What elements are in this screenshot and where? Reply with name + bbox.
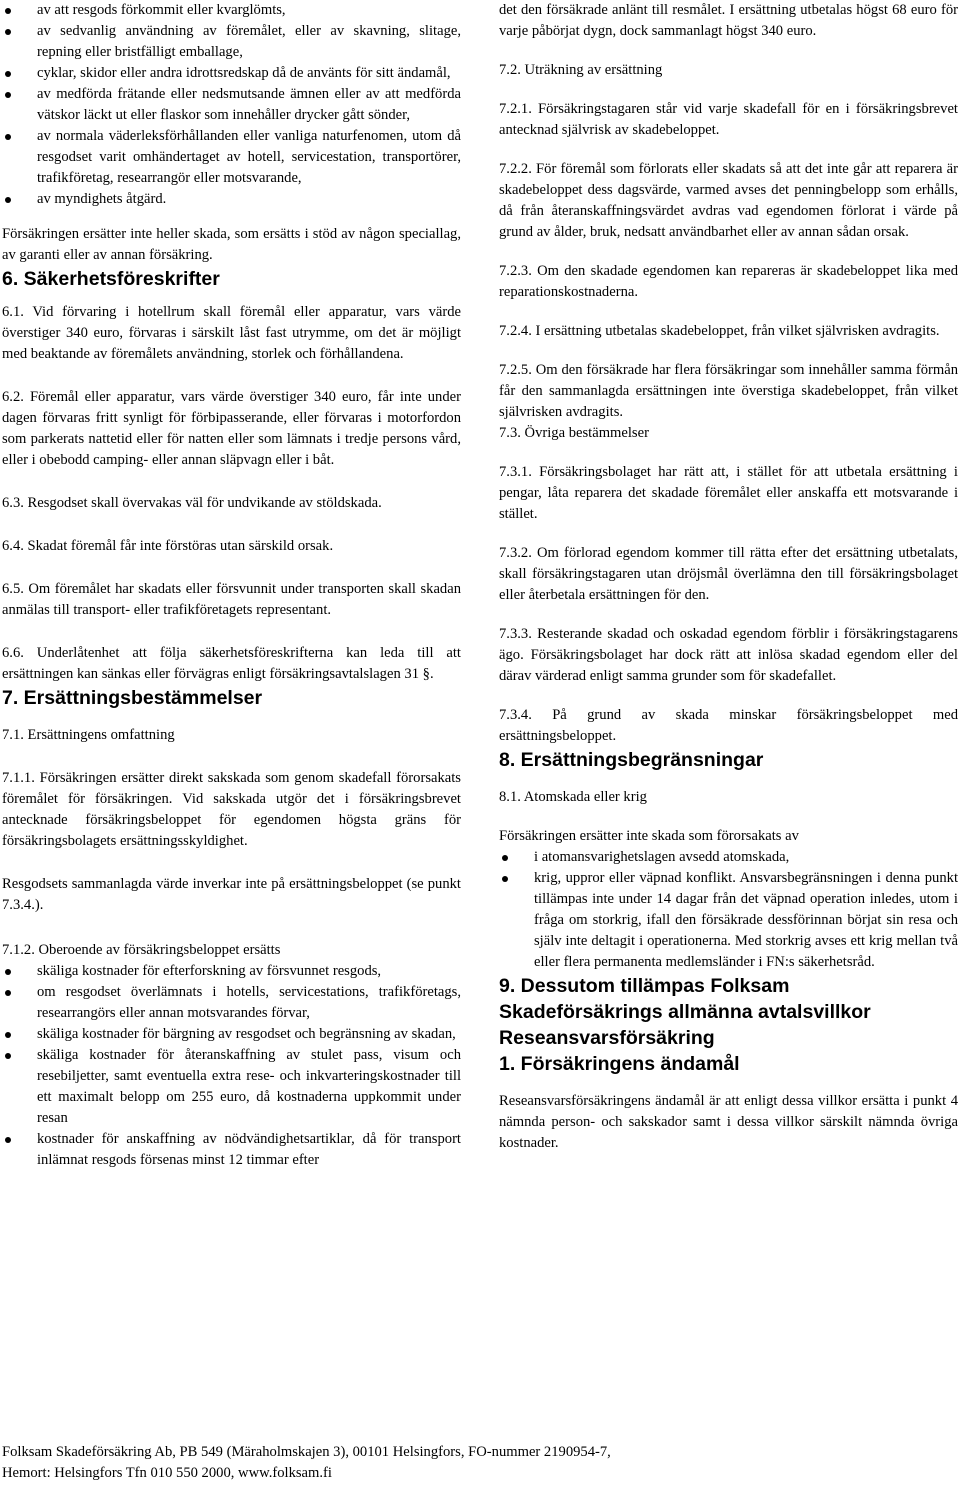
paragraph-7-1-2: 7.1.2. Oberoende av försäkringsbeloppet ersätts xyxy=(2,942,281,958)
section-heading-9: 9. Dessutom tillämpas Folksam Skadeförsäkrings allmänna avtalsvillkor xyxy=(499,975,871,1023)
page-footer xyxy=(2,1442,952,1484)
limitation-list xyxy=(499,847,958,973)
paragraph-6-3: 6.3. Resgodset skall övervakas väl för undvikande av stöldskada. xyxy=(2,495,382,511)
list-item: av myndighets åtgärd. xyxy=(2,189,461,210)
section-heading-7: 7. Ersättningsbestämmelser xyxy=(2,687,263,709)
section-heading-1: 1. Försäkringens ändamål xyxy=(499,1053,740,1075)
paragraph-7-2-5: 7.2.5. Om den försäkrade har flera försäkringar som innehåller samma förmån får den sammanlagda ersättningen inte överstiga skadebeloppet, från vilket självrisken avdragits. xyxy=(499,362,958,420)
heading-reseansvar: Reseansvarsförsäkring xyxy=(499,1027,715,1049)
list-item: cyklar, skidor eller andra idrottsredskap då de använts för sitt ändamål, xyxy=(2,63,461,84)
paragraph-7-3-2: 7.3.2. Om förlorad egendom kommer till rätta efter det ersättning utbetalats, skall försäkringstagaren utan dröjsmål överlämna den till försäkringsbolaget eller återbetala ersättningen för den. xyxy=(499,545,958,603)
list-item: skäliga kostnader för återanskaffning av stulet pass, visum och resebiljetter, samt eventuella extra rese- och inkvarteringskostnader till ett maximalt belopp om 255 euro, då kostnaderna uppkommit under resan xyxy=(2,1045,461,1129)
paragraph-6-5: 6.5. Om föremålet har skadats eller försvunnit under transporten skall skadan anmälas till transport- eller trafikföretagets representant. xyxy=(2,581,461,618)
list-item: i atomansvarighetslagen avsedd atomskada, xyxy=(499,847,958,868)
section-heading-6: 6. Säkerhetsföreskrifter xyxy=(2,268,220,290)
paragraph-continuation: det den försäkrade anlänt till resmålet. I ersättning utbetalas högst 68 euro för varje påbörjat dygn, dock sammanlagt högst 340 euro. xyxy=(499,2,958,39)
list-item: av att resgods förkommit eller kvarglömts, xyxy=(2,0,461,21)
list-item: skäliga kostnader för efterforskning av försvunnet resgods, xyxy=(2,961,461,982)
paragraph-6-4: 6.4. Skadat föremål får inte förstöras utan särskild orsak. xyxy=(2,538,334,554)
right-column xyxy=(499,0,958,1154)
list-item: krig, uppror eller väpnad konflikt. Ansvarsbegränsningen i denna punkt tillämpas inte under 14 dagar från det väpnad operation inledes, utom i fråga om storkrig, ifall den försäkrade dessförinnan börjat sin resa och själv inte deltagit i operationerna. Med storkrig avses ett krig mellan två eller flera permanenta medlemsländer i FN:s säkerhetsråd. xyxy=(499,868,958,973)
paragraph-purpose: Reseansvarsförsäkringens ändamål är att enligt dessa villkor ersätta i punkt 4 nämnda person- och sakskador samt i dessa villkor särskilt nämnda övriga kostnader. xyxy=(499,1093,958,1151)
paragraph-7-2-1: 7.2.1. Försäkringstagaren står vid varje skadefall för en i försäkringsbrevet antecknad självrisk av skadebeloppet. xyxy=(499,101,958,138)
exclusion-list xyxy=(2,0,461,210)
paragraph-7-1-1: 7.1.1. Försäkringen ersätter direkt sakskada som genom skadefall förorsakats föremålet för försäkringen. Vid sakskada utgör det i försäkringsbrevet antecknade försäkringsbeloppet för egendomen högsta gräns för försäkringsbolagets ersättningsskyldighet. xyxy=(2,770,461,849)
subheading-8-1: 8.1. Atomskada eller krig xyxy=(499,789,647,805)
paragraph-6-6: 6.6. Underlåtenhet att följa säkerhetsföreskrifterna kan leda till att ersättningen kan sänkas eller förvägras enligt försäkringsavtalslagen 31 §. xyxy=(2,645,461,682)
paragraph-7-3-4: 7.3.4. På grund av skada minskar försäkringsbeloppet med ersättningsbeloppet. xyxy=(499,707,958,744)
paragraph-special-law: Försäkringen ersätter inte heller skada, som ersätts i stöd av någon speciallag, av garanti eller av annan försäkring. xyxy=(2,226,461,263)
list-item: skäliga kostnader för bärgning av resgodset och begränsning av skadan, xyxy=(2,1024,461,1045)
list-item: om resgodset överlämnats i hotells, servicestations, trafikföretags, researrangörs eller annan motsvarandes förvar, xyxy=(2,982,461,1024)
paragraph-7-2-4: 7.2.4. I ersättning utbetalas skadebeloppet, från vilket självrisken avdragits. xyxy=(499,323,940,339)
subheading-7-1: 7.1. Ersättningens omfattning xyxy=(2,727,175,743)
subheading-7-2: 7.2. Uträkning av ersättning xyxy=(499,62,663,78)
left-column xyxy=(2,0,461,1171)
list-item: av medförda frätande eller nedsmutsande ämnen eller av att medförda vätskor läckt ut eller flaskor som innehåller drycker gått sönder, xyxy=(2,84,461,126)
paragraph-6-2: 6.2. Föremål eller apparatur, vars värde överstiger 340 euro, får inte under dagen förvaras fritt synligt för förbipasserande, eller förvaras i motorfordon som parkerats nattetid eller för natten eller som lämnats i tredje persons vård, eller i obebodd camping- eller annan släpvagn eller i båt. xyxy=(2,389,461,468)
paragraph-atom-intro: Försäkringen ersätter inte skada som förorsakats av xyxy=(499,828,799,844)
compensation-list xyxy=(2,961,461,1171)
paragraph-7-2-2: 7.2.2. För föremål som förlorats eller skadats så att det inte går att reparera är skadebeloppet dess dagsvärde, varmed avses det penningbelopp som erhålls, då från återanskaffningsvärdet avdras vad egendomen förlorat i värde på grund av ålder, bruk, nedsatt användbarhet eller av annan sådan orsak. xyxy=(499,161,958,240)
list-item: av normala väderleksförhållanden eller vanliga naturfenomen, utom då resgodset varit omhändertaget av hotell, servicestation, transportörer, trafikföretag, researrangör eller motsvarande, xyxy=(2,126,461,189)
footer-line-company: Folksam Skadeförsäkring Ab, PB 549 (Märaholmskajen 3), 00101 Helsingfors, FO-nummer 2190954-7, xyxy=(2,1444,611,1460)
list-item: kostnader för anskaffning av nödvändighetsartiklar, då för transport inlämnat resgods försenas minst 12 timmar efter xyxy=(2,1129,461,1171)
list-item: av sedvanlig användning av föremålet, eller av skavning, slitage, repning eller bristfälligt emballage, xyxy=(2,21,461,63)
footer-line-contact: Hemort: Helsingfors Tfn 010 550 2000, www.folksam.fi xyxy=(2,1465,332,1481)
paragraph-7-2-3: 7.2.3. Om den skadade egendomen kan repareras är skadebeloppet lika med reparationskostnaderna. xyxy=(499,263,958,300)
subheading-7-3: 7.3. Övriga bestämmelser xyxy=(499,425,649,441)
section-heading-8: 8. Ersättningsbegränsningar xyxy=(499,749,764,771)
paragraph-resgods-value: Resgodsets sammanlagda värde inverkar inte på ersättningsbeloppet (se punkt 7.3.4.). xyxy=(2,876,461,913)
paragraph-7-3-1: 7.3.1. Försäkringsbolaget har rätt att, i stället för att utbetala ersättning i pengar, låta reparera det skadade föremålet eller anskaffa ett motsvarande i stället. xyxy=(499,464,958,522)
paragraph-7-3-3: 7.3.3. Resterande skadad och oskadad egendom förblir i försäkringstagarens ägo. Försäkringsbolaget har dock rätt att inlösa skadad egendom eller del därav värderad enligt samma grunder som för skadefallet. xyxy=(499,626,958,684)
paragraph-6-1: 6.1. Vid förvaring i hotellrum skall föremål eller apparatur, vars värde överstiger 340 euro, förvaras i särskilt låst fast utrymme, om det är möjligt med beaktande av föremålets användning, storlek och förhållandena. xyxy=(2,304,461,362)
